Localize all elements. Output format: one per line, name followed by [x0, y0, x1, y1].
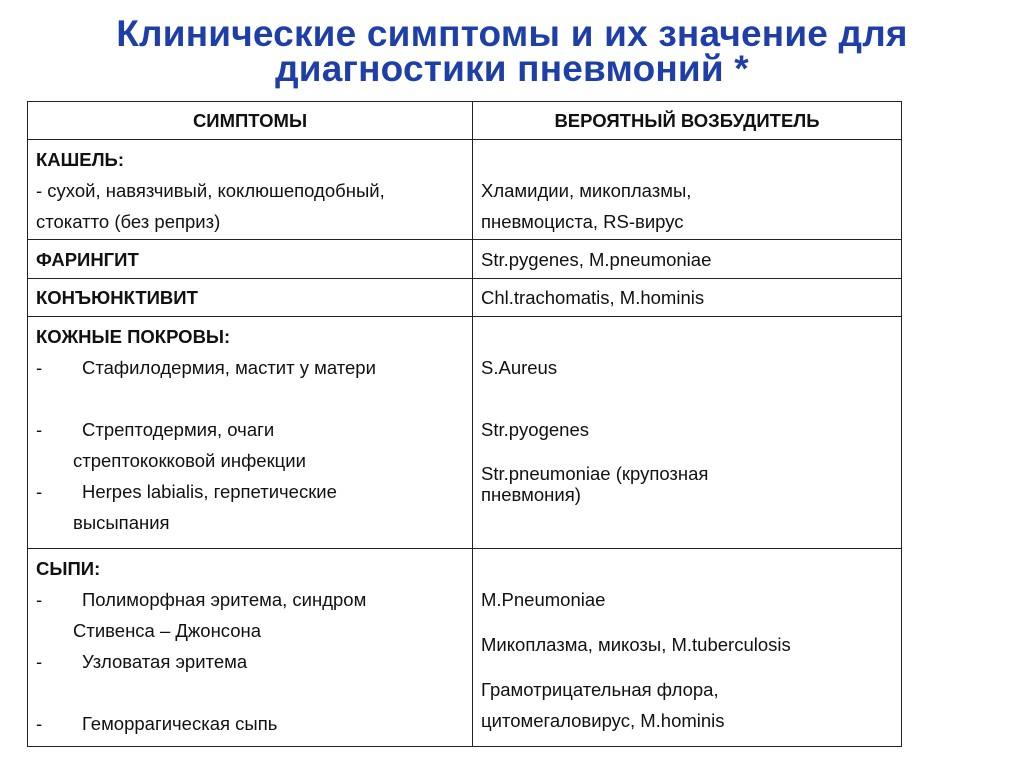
pathogen-cell — [473, 279, 902, 317]
symptom-heading: КОНЪЮНКТИВИТ — [36, 287, 198, 308]
table-row-cough — [28, 140, 902, 240]
list-item-text: Узловатая эритема — [82, 651, 248, 672]
list-item — [36, 414, 464, 445]
list-item — [36, 584, 464, 615]
pathogen-text: M.Pneumoniae — [481, 589, 606, 610]
table-row-pharyngitis — [28, 240, 902, 279]
symptom-heading: ФАРИНГИТ — [36, 248, 139, 270]
list-dash: - — [36, 481, 43, 502]
symptom-heading: СЫПИ: — [36, 558, 101, 579]
list-item-text: Геморрагическая сыпь — [82, 713, 278, 734]
list-item-text: Стрептодермия, очаги — [82, 419, 275, 440]
pathogen-text: Chl.trachomatis, M.hominis — [481, 287, 705, 308]
table-header-row — [28, 102, 902, 140]
symptoms-table — [27, 101, 902, 747]
list-dash: - — [36, 651, 43, 672]
pathogen-text: Хламидии, микоплазмы, — [481, 180, 692, 201]
page-title — [0, 13, 1024, 89]
symptom-cell — [28, 140, 473, 240]
pathogen-cell — [473, 549, 902, 747]
list-item-text: Стафилодермия, мастит у матери — [82, 357, 376, 378]
page-title-line-2: диагностики пневмоний * — [275, 48, 749, 89]
symptom-item: стокатто (без реприз) — [36, 211, 221, 232]
list-dash: - — [36, 419, 43, 440]
pathogen-text: цитомегаловирус, M.hominis — [481, 710, 725, 731]
list-dash: - — [36, 713, 43, 734]
pathogen-cell — [473, 140, 902, 240]
pathogen-text: Str.pneumoniae (крупозная — [481, 463, 709, 484]
list-item-continuation: Стивенса – Джонсона — [73, 620, 262, 641]
symptom-cell — [28, 549, 473, 747]
pathogen-text: Str.pygenes, M.pneumoniae — [481, 248, 712, 270]
list-item — [36, 646, 464, 677]
pathogen-text: пневмоциста, RS-вирус — [481, 211, 684, 232]
list-item-text: Полиморфная эритема, синдром — [82, 589, 367, 610]
table-row-conjunctivitis — [28, 279, 902, 317]
symptom-cell — [28, 240, 473, 279]
pathogen-text: S.Aureus — [481, 357, 558, 378]
symptom-cell — [28, 317, 473, 549]
list-item — [36, 352, 464, 383]
symptom-item: - сухой, навязчивый, коклюшеподобный, — [36, 180, 385, 201]
symptom-cell — [28, 279, 473, 317]
pathogen-text: пневмония) — [481, 484, 581, 505]
list-dash: - — [36, 589, 43, 610]
list-item — [36, 476, 464, 507]
pathogen-text: Str.pyogenes — [481, 419, 589, 440]
pathogen-text: Грамотрицательная флора, — [481, 679, 719, 700]
list-dash: - — [36, 357, 43, 378]
list-item — [36, 708, 464, 739]
table-row-rashes — [28, 549, 902, 747]
symptom-heading: КАШЕЛЬ: — [36, 149, 125, 170]
header-pathogen: ВЕРОЯТНЫЙ ВОЗБУДИТЕЛЬ — [473, 102, 902, 140]
pathogen-cell — [473, 240, 902, 279]
symptom-heading: КОЖНЫЕ ПОКРОВЫ: — [36, 326, 231, 347]
pathogen-text: Микоплазма, микозы, M.tuberculosis — [481, 634, 791, 655]
list-item-continuation: стрептококковой инфекции — [73, 450, 306, 471]
page-title-line-1: Клинические симптомы и их значение для — [116, 13, 908, 54]
header-symptoms: СИМПТОМЫ — [28, 102, 473, 140]
table-row-skin — [28, 317, 902, 549]
list-item-continuation: высыпания — [73, 512, 170, 533]
list-item-text: Herpes labialis, герпетические — [82, 481, 337, 502]
pathogen-cell — [473, 317, 902, 549]
